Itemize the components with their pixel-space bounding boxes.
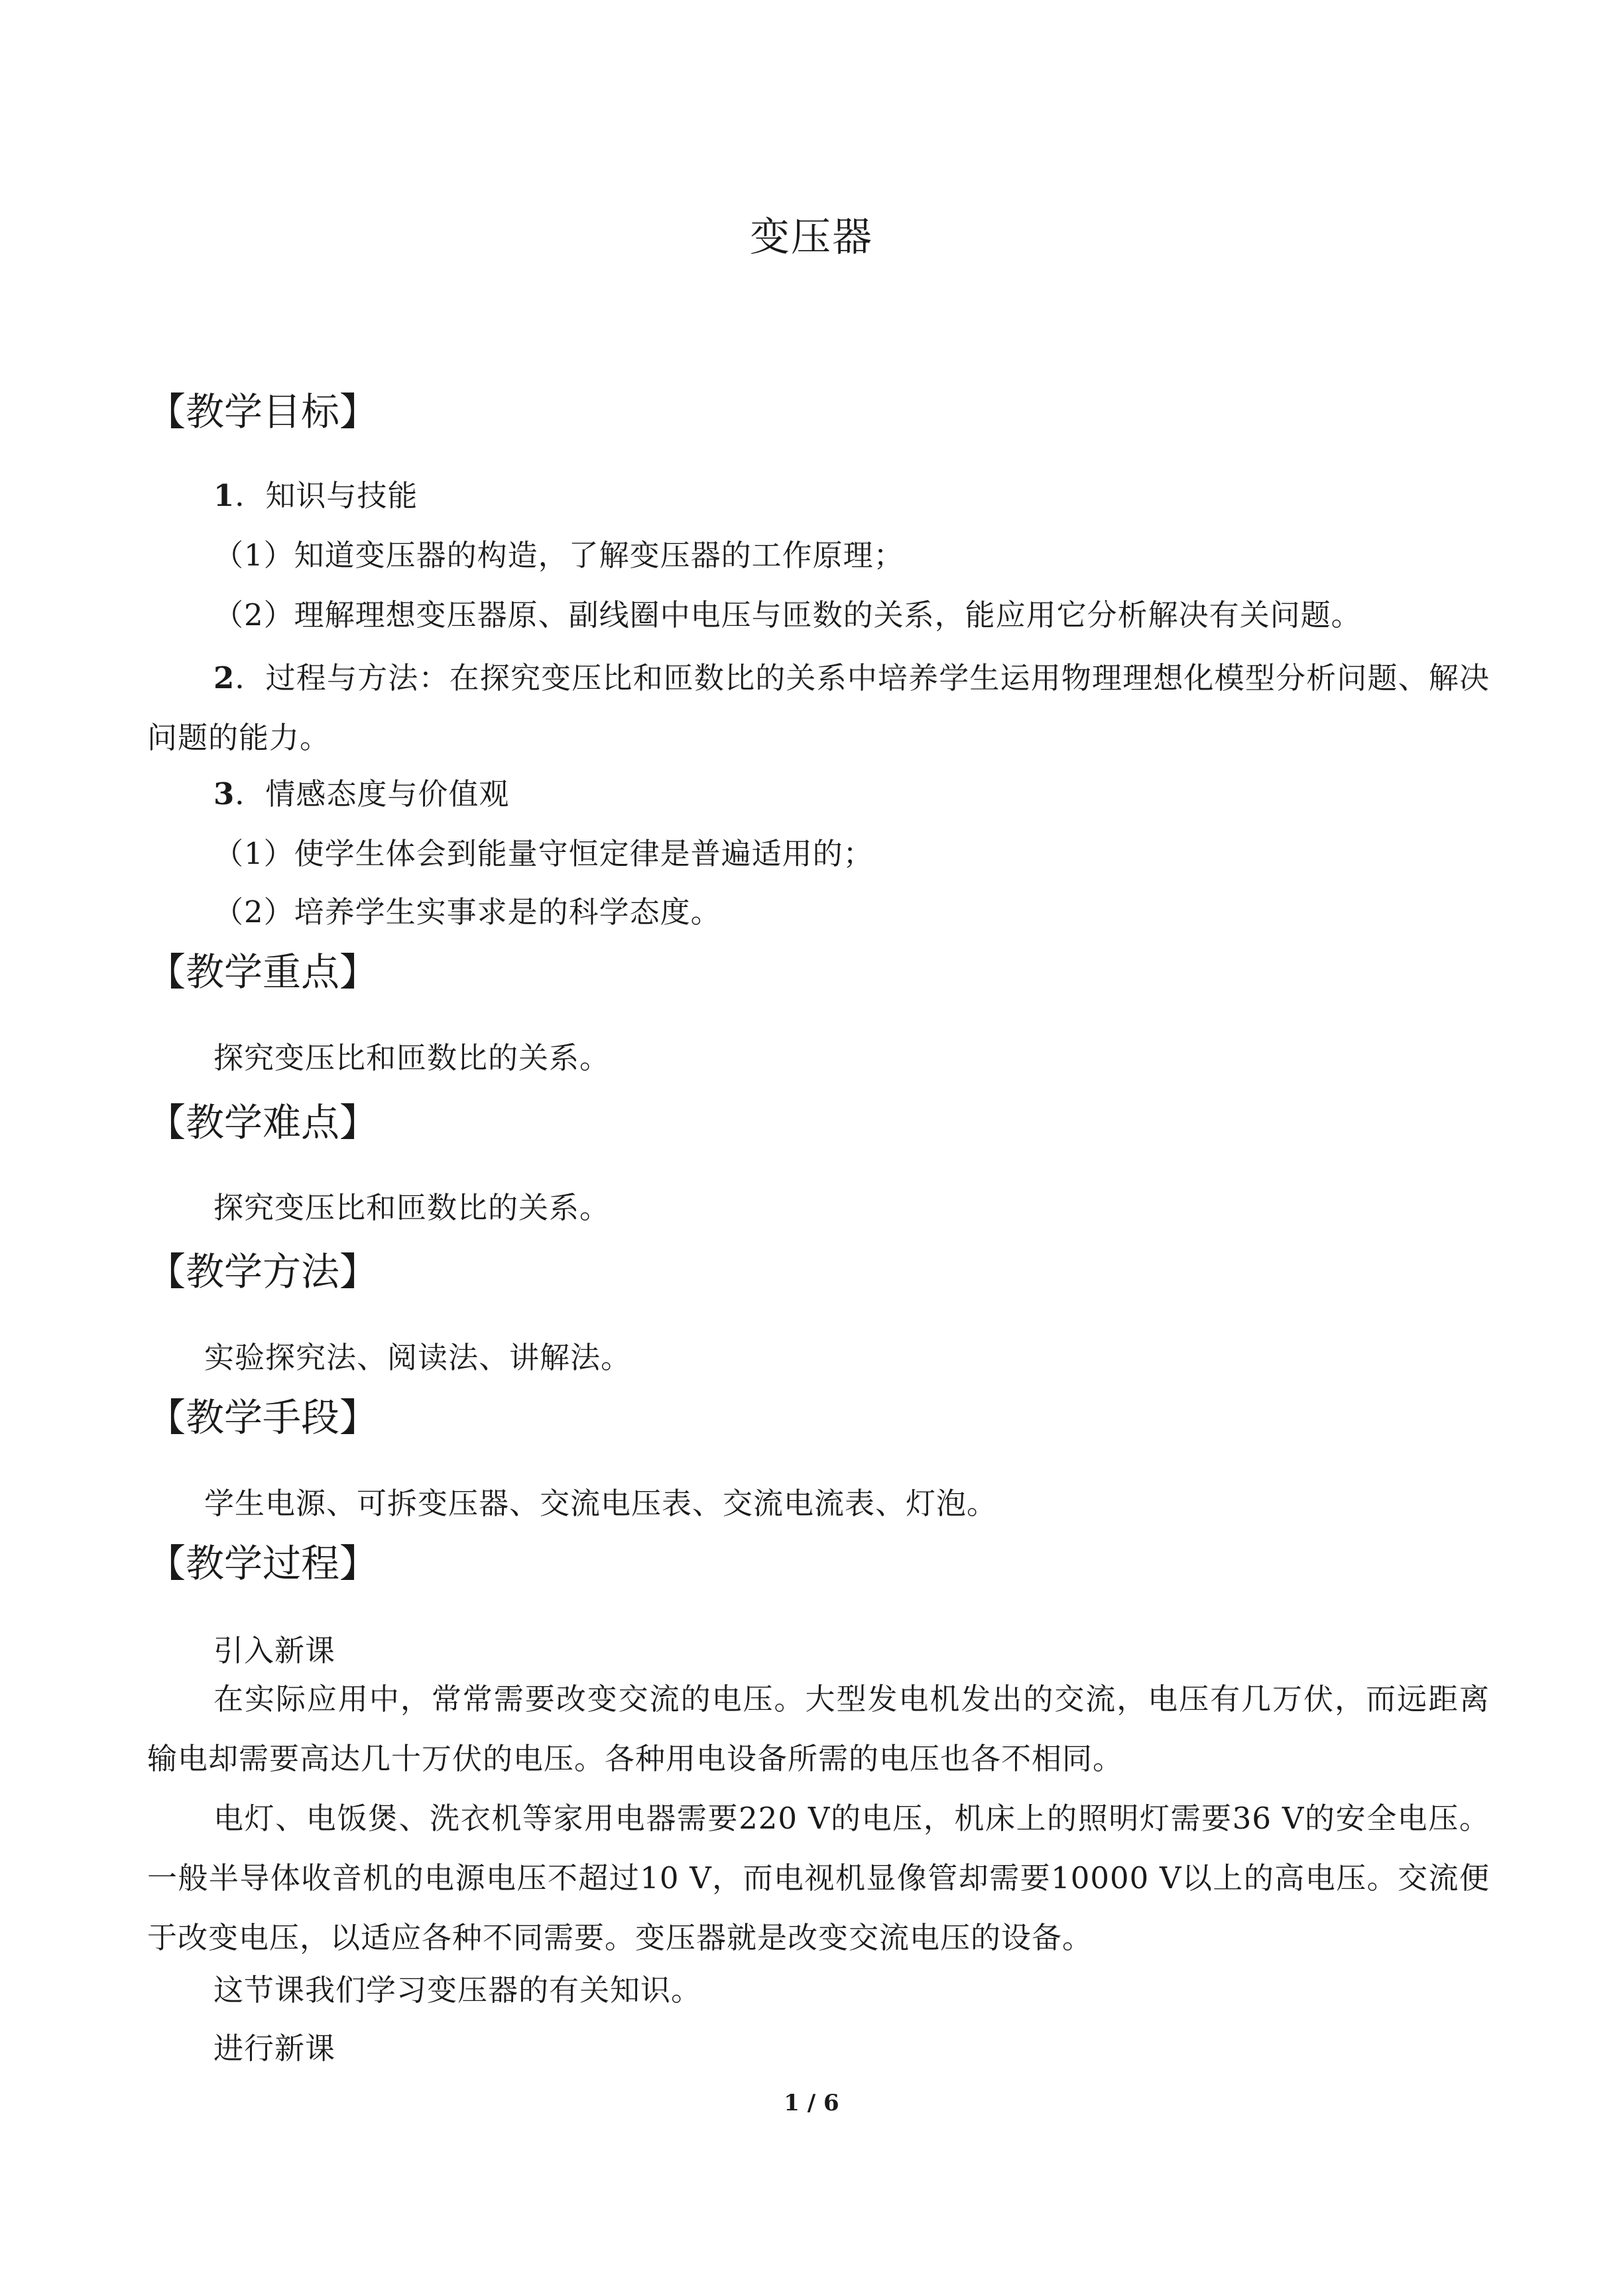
section-heading-process: 【教学过程】 <box>147 1541 379 1586</box>
methods-text: 实验探究法、阅读法、讲解法。 <box>204 1340 632 1375</box>
document-title: 变压器 <box>750 214 873 261</box>
key-points-text: 探究变压比和匝数比的关系。 <box>213 1040 611 1075</box>
process-paragraph-1: 在实际应用中，常常需要改变交流的电压。大型发电机发出的交流，电压有几万伏，而远距离输电却需要高达几十万伏的电压。各种用电设备所需的电压也各不相同。 <box>147 1681 1490 1776</box>
objective-item-3-2: （2）培养学生实事求是的科学态度。 <box>213 894 721 930</box>
process-paragraph-3: 这节课我们学习变压器的有关知识。 <box>213 1972 702 2008</box>
difficulties-text: 探究变压比和匝数比的关系。 <box>213 1190 611 1225</box>
objective-item-1 <box>213 476 418 516</box>
objective-item-2-number: 2 <box>213 660 235 695</box>
process-paragraph-2: 电灯、电饭煲、洗衣机等家用电器需要220 V的电压，机床上的照明灯需要36 V的安全电压。一般半导体收音机的电源电压不超过10 V，而电视机显像管却需要10000 V以上的高电压。交流便于改变电压，以适应各种不同需要。变压器就是改变交流电压的设备。 <box>147 1801 1490 1955</box>
objective-item-1-1: （1）知道变压器的构造，了解变压器的工作原理； <box>213 538 904 573</box>
means-text: 学生电源、可拆变压器、交流电压表、交流电流表、灯泡。 <box>204 1486 998 1521</box>
section-heading-difficulties: 【教学难点】 <box>147 1100 379 1145</box>
page-indicator: 1 / 6 <box>784 2090 839 2116</box>
section-heading-means: 【教学手段】 <box>147 1395 379 1440</box>
objective-item-1-text: ．知识与技能 <box>235 478 418 513</box>
objective-item-3-number: 3 <box>213 776 235 812</box>
objective-item-2-text: ．过程与方法：在探究变压比和匝数比的关系中培养学生运用物理理想化模型分析问题、解决问题的能力。 <box>147 660 1490 755</box>
section-heading-objectives: 【教学目标】 <box>147 389 379 434</box>
section-heading-key-points: 【教学重点】 <box>147 949 379 995</box>
objective-item-3-text: ．情感态度与价值观 <box>235 776 510 812</box>
section-heading-methods: 【教学方法】 <box>147 1249 379 1294</box>
objective-item-3 <box>213 774 509 814</box>
objective-item-1-2: （2）理解理想变压器原、副线圈中电压与匝数的关系，能应用它分析解决有关问题。 <box>213 597 1362 633</box>
objective-item-1-number: 1 <box>213 478 235 513</box>
new-lesson-label: 进行新课 <box>213 2031 336 2066</box>
objective-item-3-1: （1）使学生体会到能量守恒定律是普遍适用的； <box>213 836 874 871</box>
objective-item-2 <box>147 648 1490 768</box>
intro-label: 引入新课 <box>213 1633 336 1668</box>
